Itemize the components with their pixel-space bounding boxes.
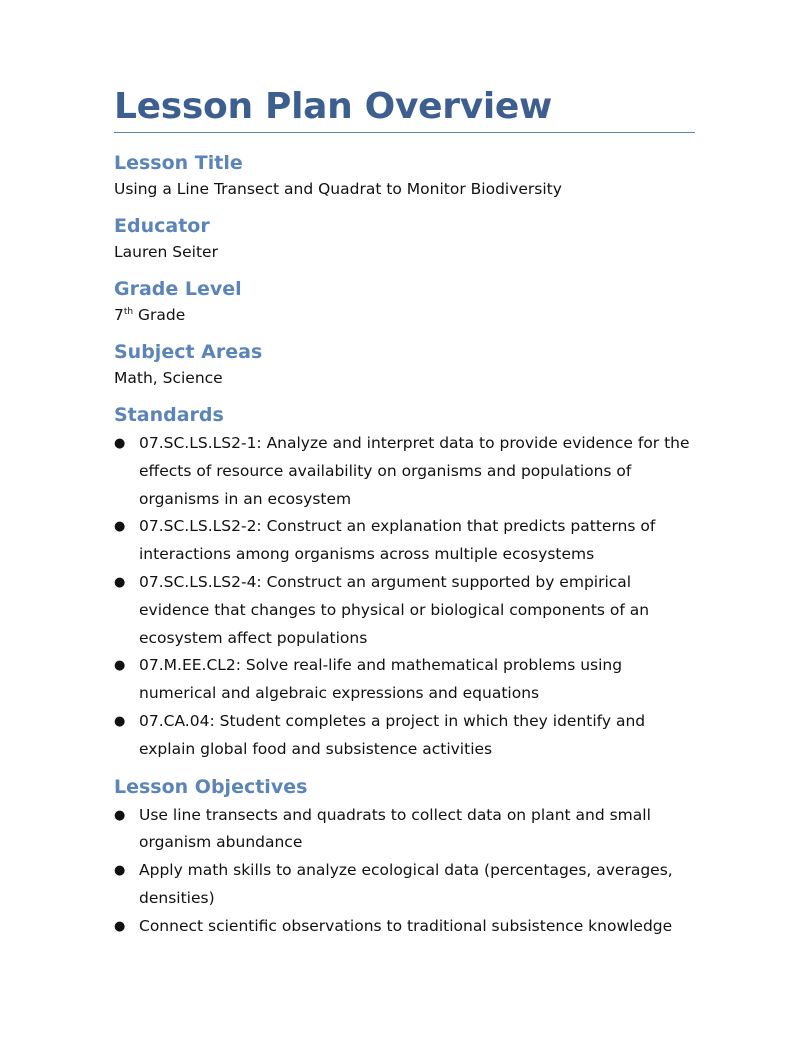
bullet-icon: ● <box>114 713 126 729</box>
subject-areas-value: Math, Science <box>114 369 223 387</box>
list-item <box>114 513 696 569</box>
bullet-icon: ● <box>114 863 126 879</box>
bullet-icon: ● <box>114 519 126 535</box>
grade-level-heading: Grade Level <box>114 278 242 300</box>
bullet-icon: ● <box>114 807 126 823</box>
document-content <box>114 150 696 951</box>
lesson-title-value: Using a Line Transect and Quadrat to Monitor Biodiversity <box>114 180 562 198</box>
standard-text: 07.SC.LS.LS2-2: Construct an explanation that predicts patterns of interactions among organisms across multiple ecosystems <box>139 517 656 564</box>
list-item <box>114 913 696 941</box>
grade-word: Grade <box>133 306 186 324</box>
bullet-icon: ● <box>114 436 126 451</box>
grade-level-value <box>114 304 696 326</box>
grade-number: 7 <box>114 306 124 324</box>
standards-list <box>114 430 696 764</box>
standards-heading: Standards <box>114 404 224 426</box>
objective-text: Apply math skills to analyze ecological data (percentages, averages, densities) <box>139 861 673 907</box>
section-subject-areas <box>114 339 696 389</box>
list-item <box>114 569 696 652</box>
page-title: Lesson Plan Overview <box>114 86 553 127</box>
standard-text: 07.SC.LS.LS2-4: Construct an argument supported by empirical evidence that changes to physical or biological components of an ecosystem affect populations <box>139 572 650 647</box>
standard-text: 07.CA.04: Student completes a project in which they identify and explain global food and subsistence activities <box>139 711 646 758</box>
grade-ordinal-suffix: th <box>123 307 134 317</box>
objectives-list <box>114 802 696 941</box>
section-lesson-title <box>114 150 696 200</box>
list-item <box>114 652 696 708</box>
section-grade-level <box>114 276 696 326</box>
list-item <box>114 430 696 513</box>
objective-text: Connect scientific observations to traditional subsistence knowledge <box>139 916 673 935</box>
lesson-title-heading: Lesson Title <box>114 152 243 174</box>
bullet-icon: ● <box>114 658 126 674</box>
title-divider <box>114 132 695 133</box>
standard-text: 07.SC.LS.LS2-1: Analyze and interpret data to provide evidence for the effects of resource availability on organisms and populations of organisms in an ecosystem <box>139 434 690 508</box>
list-item <box>114 708 696 764</box>
educator-heading: Educator <box>114 215 210 237</box>
objectives-heading: Lesson Objectives <box>114 775 308 798</box>
list-item <box>114 857 696 913</box>
bullet-icon: ● <box>114 918 126 934</box>
list-item <box>114 802 696 858</box>
standard-text: 07.M.EE.CL2: Solve real-life and mathematical problems using numerical and algebraic expressions and equations <box>139 656 623 703</box>
educator-value: Lauren Seiter <box>114 243 218 261</box>
objective-text: Use line transects and quadrats to collect data on plant and small organism abundance <box>139 805 651 852</box>
section-standards <box>114 402 696 764</box>
section-objectives <box>114 774 696 941</box>
subject-areas-heading: Subject Areas <box>114 341 263 363</box>
bullet-icon: ● <box>114 574 126 590</box>
section-educator <box>114 213 696 263</box>
